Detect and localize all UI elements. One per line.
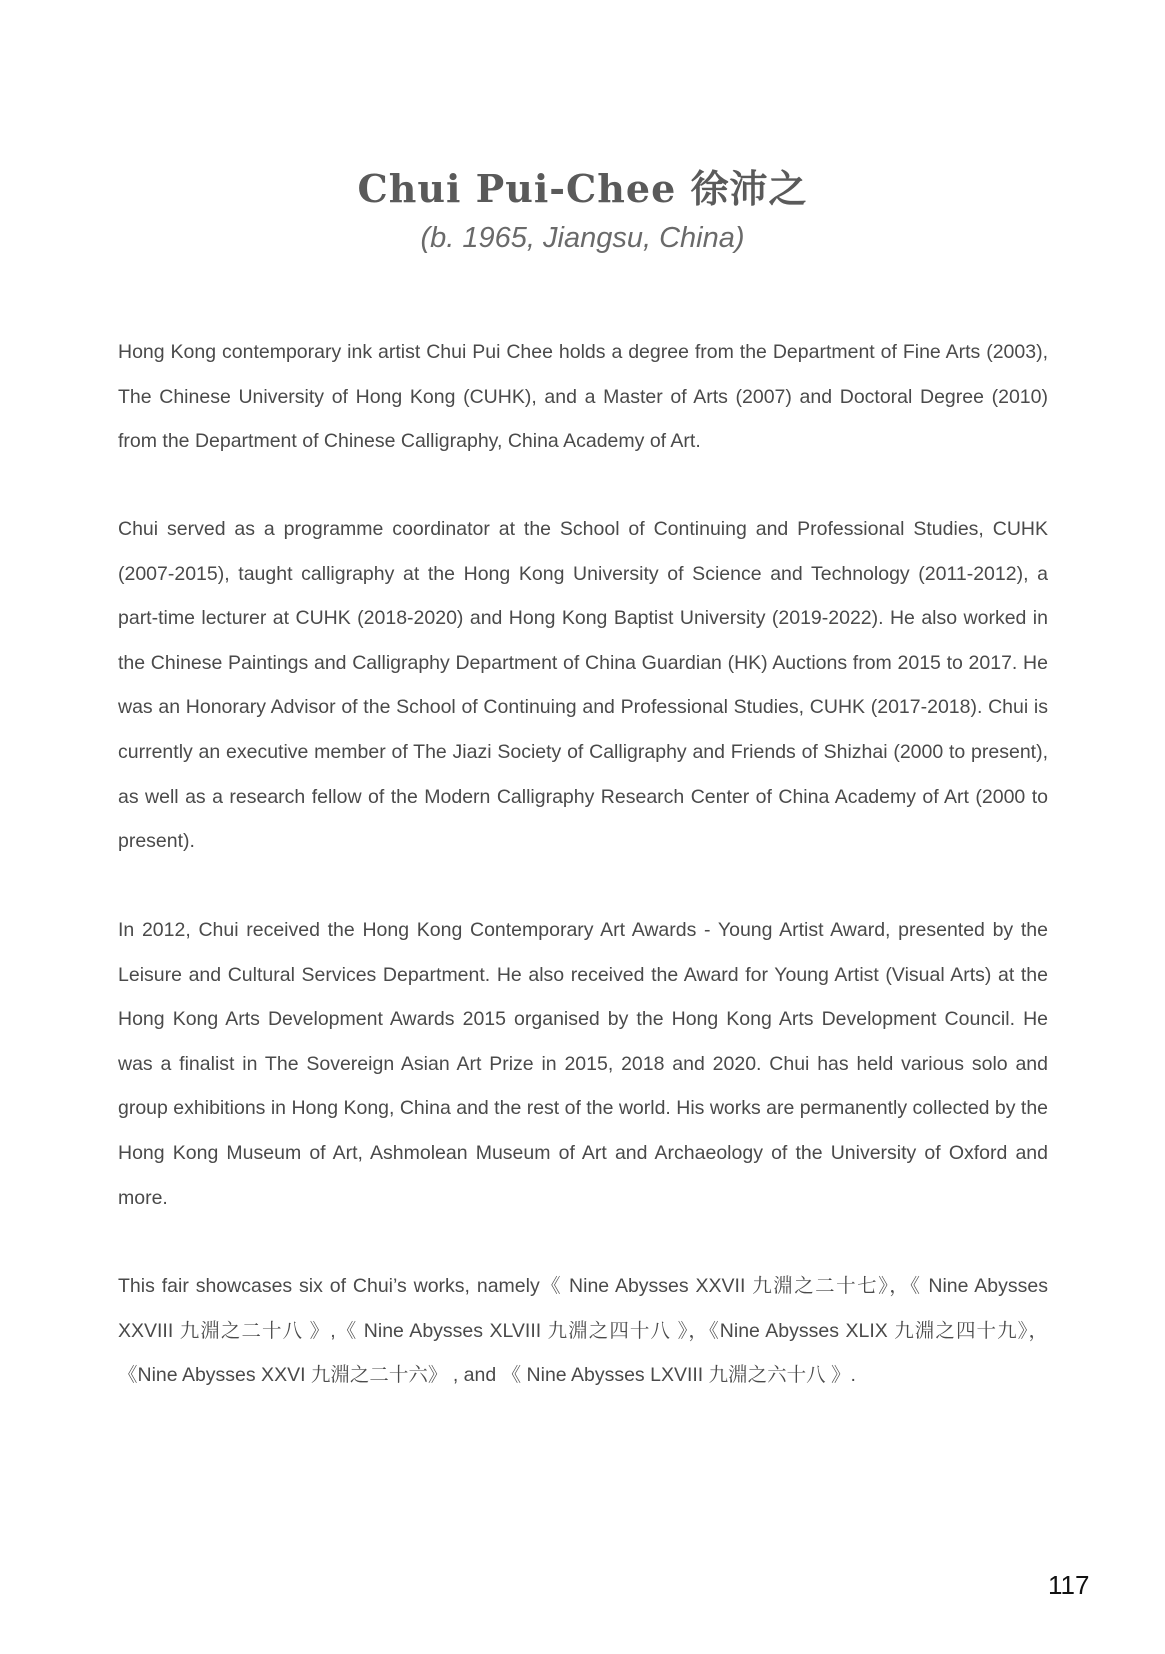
artist-name-title: Chui Pui-Chee 徐沛之 [357, 166, 808, 211]
paragraph-text: Hong Kong contemporary ink artist Chui Pui Chee holds a degree from the Department of Fine Arts (2003), The Chinese University of Hong Kong (CUHK), and a Master of Arts (2007) and Doctoral Degree (2010) from the Department of Chinese Calligraphy, China Academy of Art. [118, 341, 1048, 453]
bio-paragraph-education [118, 330, 1048, 464]
paragraph-text: This fair showcases six of Chui’s works, namely《 Nine Abysses XXVII 九淵之二十七》，《 Nine Abysses XXVIII 九淵之二十八 》,《 Nine Abysses XLVIII 九淵之四十八 》，《Nine Abysses XLIX 九淵之四十九》，《Nine Abysses XXVI 九淵之二十六》 , and 《 Nine Abysses LXVIII 九淵之六十八 》. [118, 1275, 1048, 1387]
bio-paragraph-awards [118, 908, 1048, 1220]
paragraph-text: Chui served as a programme coordinator at the School of Continuing and Professional Studies, CUHK (2007-2015), taught calligraphy at the Hong Kong University of Science and Technology (2011-2012), a part-time lecturer at CUHK (2018-2020) and Hong Kong Baptist University (2019-2022). He also worked in the Chinese Paintings and Calligraphy Department of China Guardian (HK) Auctions from 2015 to 2017. He was an Honorary Advisor of the School of Continuing and Professional Studies, CUHK (2017-2018). Chui is currently an executive member of The Jiazi Society of Calligraphy and Friends of Shizhai (2000 to present), as well as a research fellow of the Modern Calligraphy Research Center of China Academy of Art (2000 to present). [118, 518, 1048, 853]
bio-paragraph-career [118, 507, 1048, 864]
page-number: 117 [1048, 1570, 1090, 1600]
artist-birth-subtitle: (b. 1965, Jiangsu, China) [420, 222, 745, 254]
paragraph-text: In 2012, Chui received the Hong Kong Contemporary Art Awards - Young Artist Award, presented by the Leisure and Cultural Services Department. He also received the Award for Young Artist (Visual Arts) at the Hong Kong Arts Development Awards 2015 organised by the Hong Kong Arts Development Council. He was a finalist in The Sovereign Asian Art Prize in 2015, 2018 and 2020. Chui has held various solo and group exhibitions in Hong Kong, China and the rest of the world. His works are permanently collected by the Hong Kong Museum of Art, Ashmolean Museum of Art and Archaeology of the University of Oxford and more. [118, 919, 1049, 1209]
bio-paragraph-works-shown [118, 1264, 1048, 1398]
